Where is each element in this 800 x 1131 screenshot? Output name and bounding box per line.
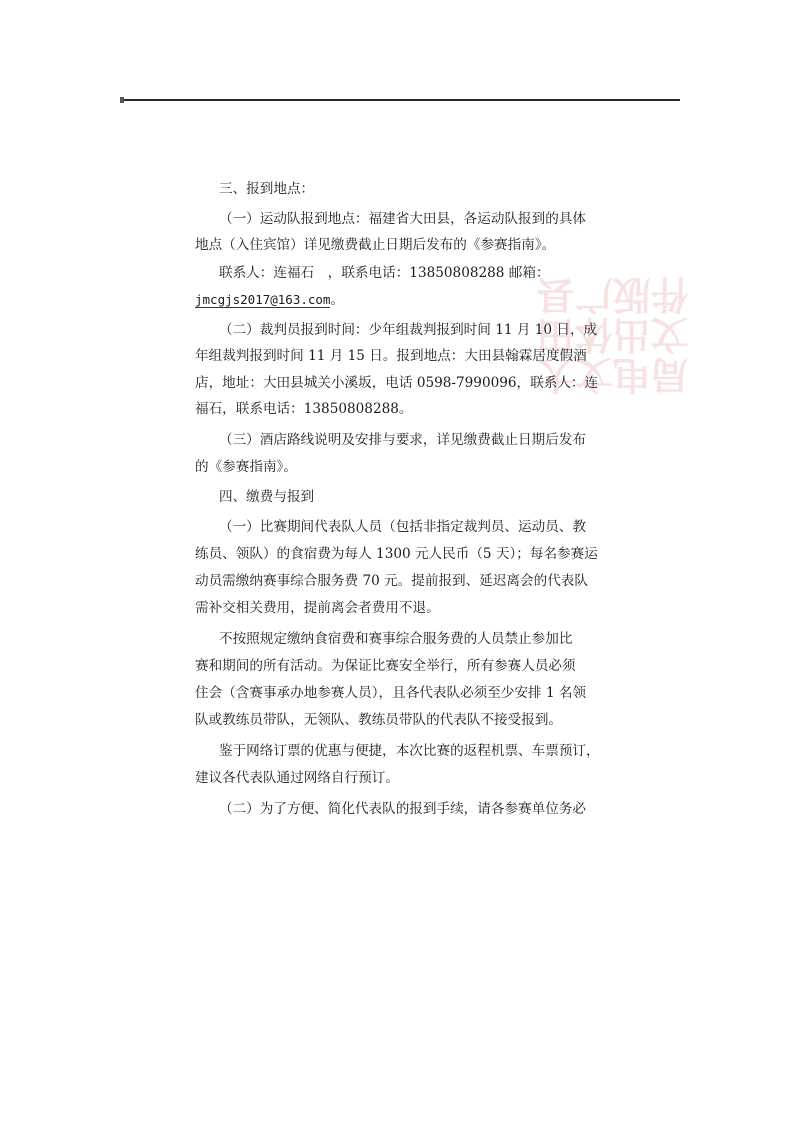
s4-para2-line2: 赛和期间的所有活动。为保证比赛安全举行，所有参赛人员必须 xyxy=(195,658,576,674)
email-suffix: 。 xyxy=(330,292,345,308)
s3-email-line xyxy=(195,287,615,313)
s3-contact-line: 联系人：连福石 ，联系电话：13850808288 邮箱： xyxy=(219,265,550,281)
s3-item3-line1: （三）酒店路线说明及安排与要求，详见缴费截止日期后发布 xyxy=(219,432,587,448)
s3-item3-line2: 的《参赛指南》。 xyxy=(195,459,297,475)
s4-para1-line1: （一）比赛期间代表队人员（包括非指定裁判员、运动员、教 xyxy=(219,519,587,535)
s3-item1-line2: 地点（入住宾馆）详见缴费截止日期后发布的《参赛指南》。 xyxy=(195,237,556,253)
watermark-stamp: 大田县文体广电出版局文件 xyxy=(537,275,695,395)
s3-item2-line2: 年组裁判报到时间 11 月 15 日。报到地点：大田县翰霖居度假酒 xyxy=(195,348,587,364)
s4-para2-line3: 住会（含赛事承办地参赛人员），且各代表队必须至少安排 1 名领 xyxy=(195,685,587,701)
s4-para1-line4: 需补交相关费用，提前离会者费用不退。 xyxy=(195,600,440,616)
header-rule-mark xyxy=(120,97,124,103)
s4-para3-line2: 建议各代表队通过网络自行预订。 xyxy=(195,770,399,786)
s4-para3-line1: 鉴于网络订票的优惠与便捷，本次比赛的返程机票、车票预订， xyxy=(219,743,600,759)
s3-item2-line1: （二）裁判员报到时间：少年组裁判报到时间 11 月 10 日，成 xyxy=(219,322,598,338)
email-link[interactable]: jmcgjs2017@163.com xyxy=(195,292,331,307)
s4-para4-line1: （二）为了方便、简化代表队的报到手续，请各参赛单位务必 xyxy=(219,801,587,817)
s4-para2-line4: 队或教练员带队，无领队、教练员带队的代表队不接受报到。 xyxy=(195,712,563,728)
section-4-heading: 四、缴费与报到 xyxy=(219,489,315,505)
s4-para1-line3: 动员需缴纳赛事综合服务费 70 元。提前报到、延迟离会的代表队 xyxy=(195,573,588,589)
s3-item2-line3: 店，地址：大田县城关小溪坂，电话 0598-7990096，联系人：连 xyxy=(195,375,599,391)
s3-item1-line1: （一）运动队报到地点：福建省大田县，各运动队报到的具体 xyxy=(219,211,587,227)
s3-item2-line4: 福石，联系电话：13850808288。 xyxy=(195,401,413,417)
s4-para2-line1: 不按照规定缴纳食宿费和赛事综合服务费的人员禁止参加比 xyxy=(219,631,573,647)
header-rule xyxy=(122,99,680,101)
section-3-heading: 三、报到地点： xyxy=(219,181,315,197)
s4-para1-line2: 练员、领队）的食宿费为每人 1300 元人民币（5 天）；每名参赛运 xyxy=(195,546,598,562)
